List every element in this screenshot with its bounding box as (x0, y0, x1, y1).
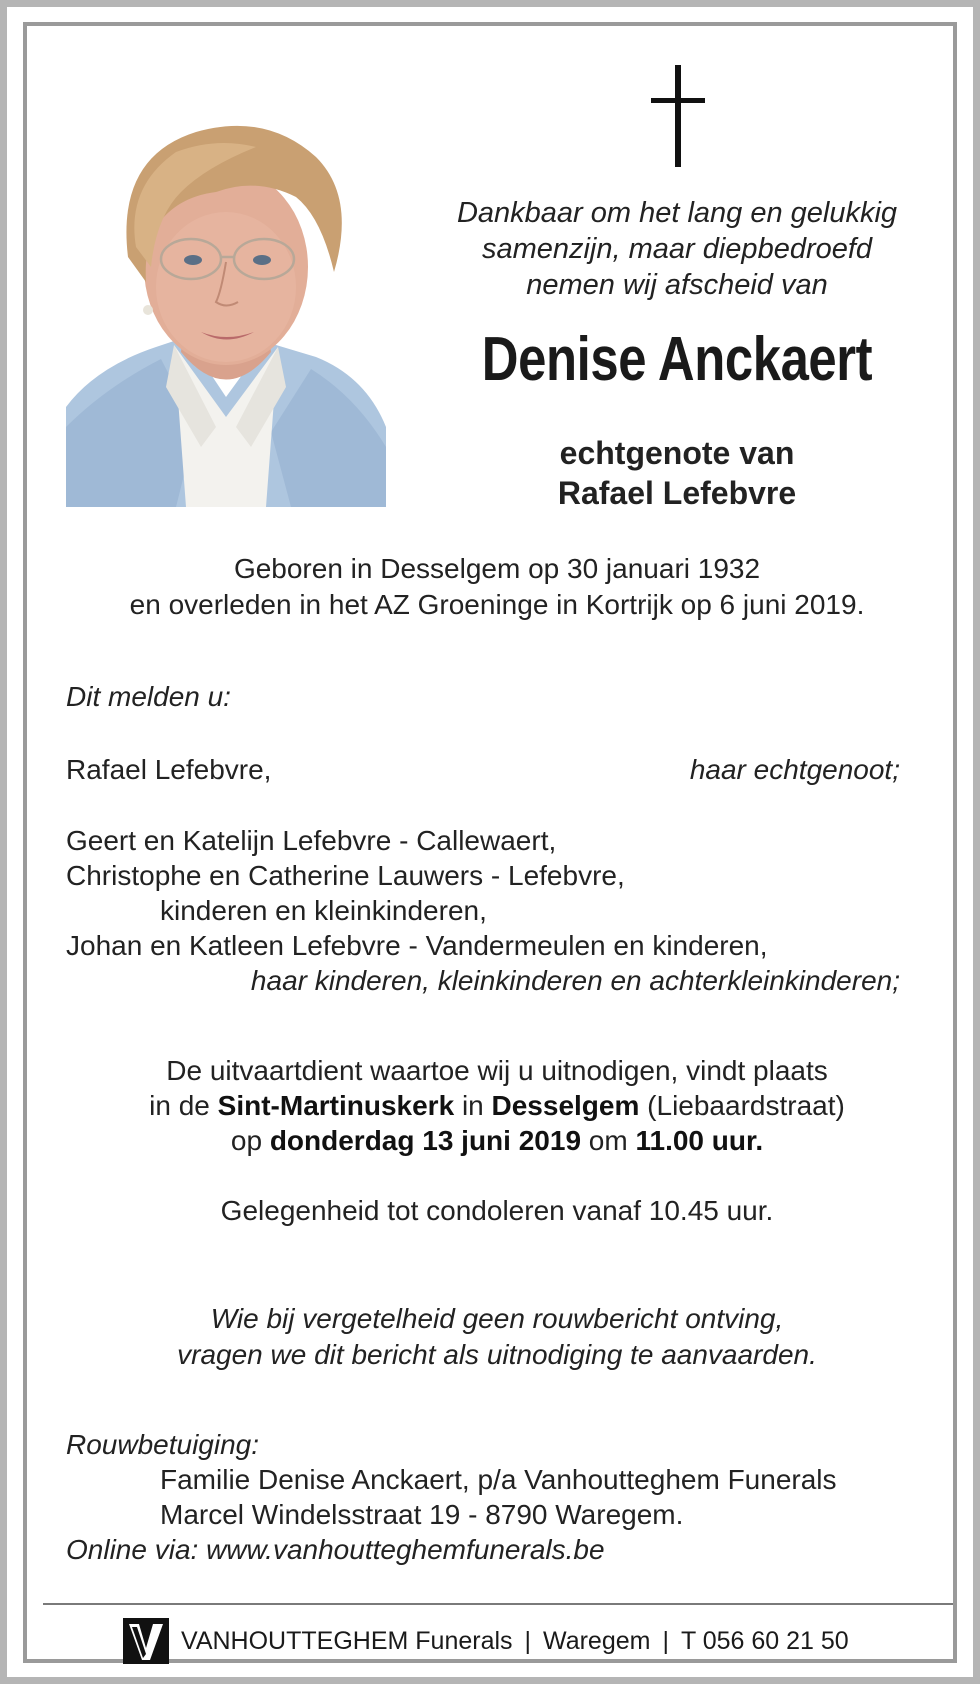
footer-divider (43, 1603, 953, 1605)
funeral-info (37, 1053, 957, 1158)
spouse-info (427, 433, 927, 513)
footer-phone: T 056 60 21 50 (680, 1626, 849, 1655)
footer-city: Waregem (543, 1626, 651, 1655)
death-line: en overleden in het AZ Groeninge in Kortrijk op 6 juni 2019. (129, 589, 865, 620)
family-line: Geert en Katelijn Lefebvre - Callewaert, (66, 825, 557, 856)
notice-text (37, 1301, 957, 1373)
family-line: Christophe en Catherine Lauwers - Lefebvre, (66, 860, 625, 891)
funeral-time: 11.00 uur. (635, 1125, 764, 1156)
footer-company: VANHOUTTEGHEM Funerals (181, 1626, 513, 1655)
cross-icon (648, 65, 708, 167)
birth-line: Geboren in Desselgem op 30 januari 1932 (233, 553, 761, 584)
place-name: Desselgem (491, 1090, 640, 1121)
funeral-line3: op donderdag 13 juni 2019 om 11.00 uur. (230, 1125, 764, 1156)
address-line: Marcel Windelsstraat 19 - 8790 Waregem. (160, 1499, 684, 1530)
spouse-name: Rafael Lefebvre (557, 475, 797, 511)
online-link[interactable]: Online via: www.vanhoutteghemfunerals.be (66, 1534, 605, 1565)
funeral-line2: in de Sint-Martinuskerk in Desselgem (Liebaardstraat) (149, 1090, 845, 1121)
condolence-time: Gelegenheid tot condoleren vanaf 10.45 uur. (220, 1195, 774, 1226)
announce-label: Dit melden u: (66, 681, 231, 712)
intro-line: nemen wij afscheid van (526, 269, 828, 301)
funeral-date: donderdag 13 juni 2019 (269, 1125, 582, 1156)
footer-separator: | (524, 1626, 532, 1655)
intro-line: samenzijn, maar diepbedroefd (481, 233, 873, 265)
birth-death-info (37, 551, 957, 623)
intro-text (427, 195, 927, 303)
rouwbetuiging-label: Rouwbetuiging: (66, 1429, 260, 1460)
street-name: (Liebaardstraat) (647, 1090, 845, 1121)
notice-line: Wie bij vergetelheid geen rouwbericht ontving, (210, 1303, 784, 1334)
funeral-line1: De uitvaartdient waartoe wij u uitnodigen, vindt plaats (166, 1055, 828, 1086)
husband-role: haar echtgenoot; (689, 754, 900, 785)
husband-name: Rafael Lefebvre, (66, 754, 272, 785)
notice-line: vragen we dit bericht als uitnodiging te aanvaarden. (177, 1339, 817, 1370)
family-line: Johan en Katleen Lefebvre - Vandermeulen en kinderen, (66, 930, 768, 961)
family-relation-line: haar kinderen, kleinkinderen en achterkleinkinderen; (250, 965, 900, 996)
family-line: kinderen en kleinkinderen, (160, 895, 487, 926)
deceased-name: Denise Anckaert (481, 325, 873, 394)
portrait-photo (66, 97, 386, 507)
footer (123, 1613, 849, 1669)
spouse-relation: echtgenote van (559, 435, 795, 471)
footer-separator: | (662, 1626, 669, 1655)
intro-line: Dankbaar om het lang en gelukkig (456, 197, 898, 229)
address-line: Familie Denise Anckaert, p/a Vanhoutteghem Funerals (160, 1464, 837, 1495)
vanhoutteghem-logo-icon (123, 1618, 169, 1664)
church-name: Sint-Martinuskerk (217, 1090, 455, 1121)
